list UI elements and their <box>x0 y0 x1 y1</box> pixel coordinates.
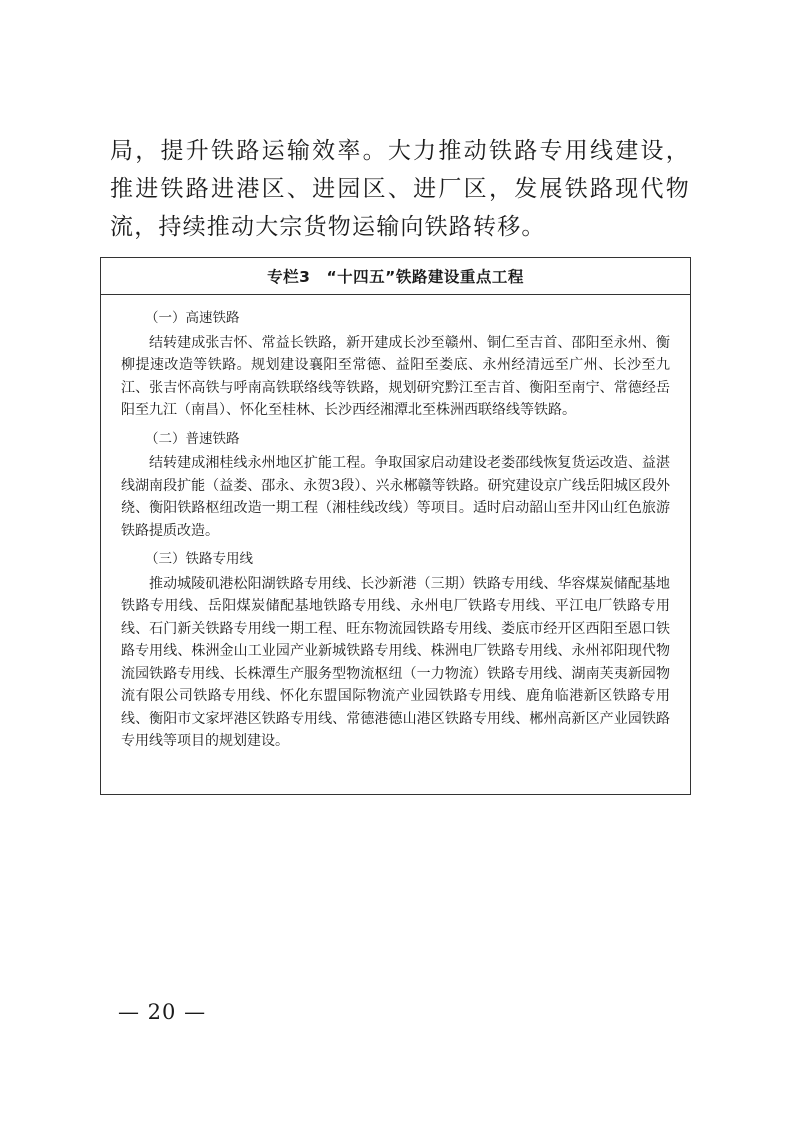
section-heading-conventional: （二）普速铁路 <box>145 430 240 447</box>
section-heading-spur-lines: （三）铁路专用线 <box>145 551 253 567</box>
box-body <box>101 295 690 753</box>
page-number: — 20 — <box>118 1000 207 1024</box>
box-title: 专栏3 “十四五”铁路建设重点工程 <box>101 258 690 295</box>
section-text-high-speed: 结转建成张吉怀、常益长铁路，新开建成长沙至赣州、铜仁至吉首、邵阳至永州、衡柳提速改造等铁路。规划建设襄阳至常德、益阳至娄底、永州经清远至广州、长沙至九江、张吉怀高铁与呼南高铁联络线等铁路，规划研究黔江至吉首、衡阳至南宁、常德经岳阳至九江（南昌）、怀化至桂林、长沙西经湘潭北至株洲西联络线等铁路。 <box>121 334 670 418</box>
intro-paragraph <box>110 132 690 246</box>
section-heading-high-speed: （一）高速铁路 <box>145 310 240 326</box>
section-text-conventional: 结转建成湘桂线永州地区扩能工程。争取国家启动建设老娄邵线恢复货运改造、益湛线湖南段扩能（益娄、邵永、永贺3段）、兴永郴赣等铁路。研究建设京广线岳阳城区段外绕、衡阳铁路枢纽改造一期工程（湘桂线改线）等项目。适时启动韶山至井冈山红色旅游铁路提质改造。 <box>121 455 670 539</box>
section-text-spur-lines: 推动城陵矶港松阳湖铁路专用线、长沙新港（三期）铁路专用线、华容煤炭储配基地铁路专用线、岳阳煤炭储配基地铁路专用线、永州电厂铁路专用线、平江电厂铁路专用线、石门新关铁路专用线一期工程、旺东物流园铁路专用线、娄底市经开区西阳至恩口铁路专用线、株洲金山工业园产业新城铁路专用线、株洲电厂铁路专用线、永州祁阳现代物流园铁路专用线、长株潭生产服务型物流枢纽（一力物流）铁路专用线、湖南芙夷新园物流有限公司铁路专用线、怀化东盟国际物流产业园铁路专用线、鹿角临港新区铁路专用线、衡阳市文家坪港区铁路专用线、常德港德山港区铁路专用线、郴州高新区产业园铁路专用线等项目的规划建设。 <box>121 575 670 749</box>
feature-box <box>100 257 691 795</box>
intro-text: 局，提升铁路运输效率。大力推动铁路专用线建设，推进铁路进港区、进园区、进厂区，发展铁路现代物流，持续推动大宗货物运输向铁路转移。 <box>110 138 690 240</box>
